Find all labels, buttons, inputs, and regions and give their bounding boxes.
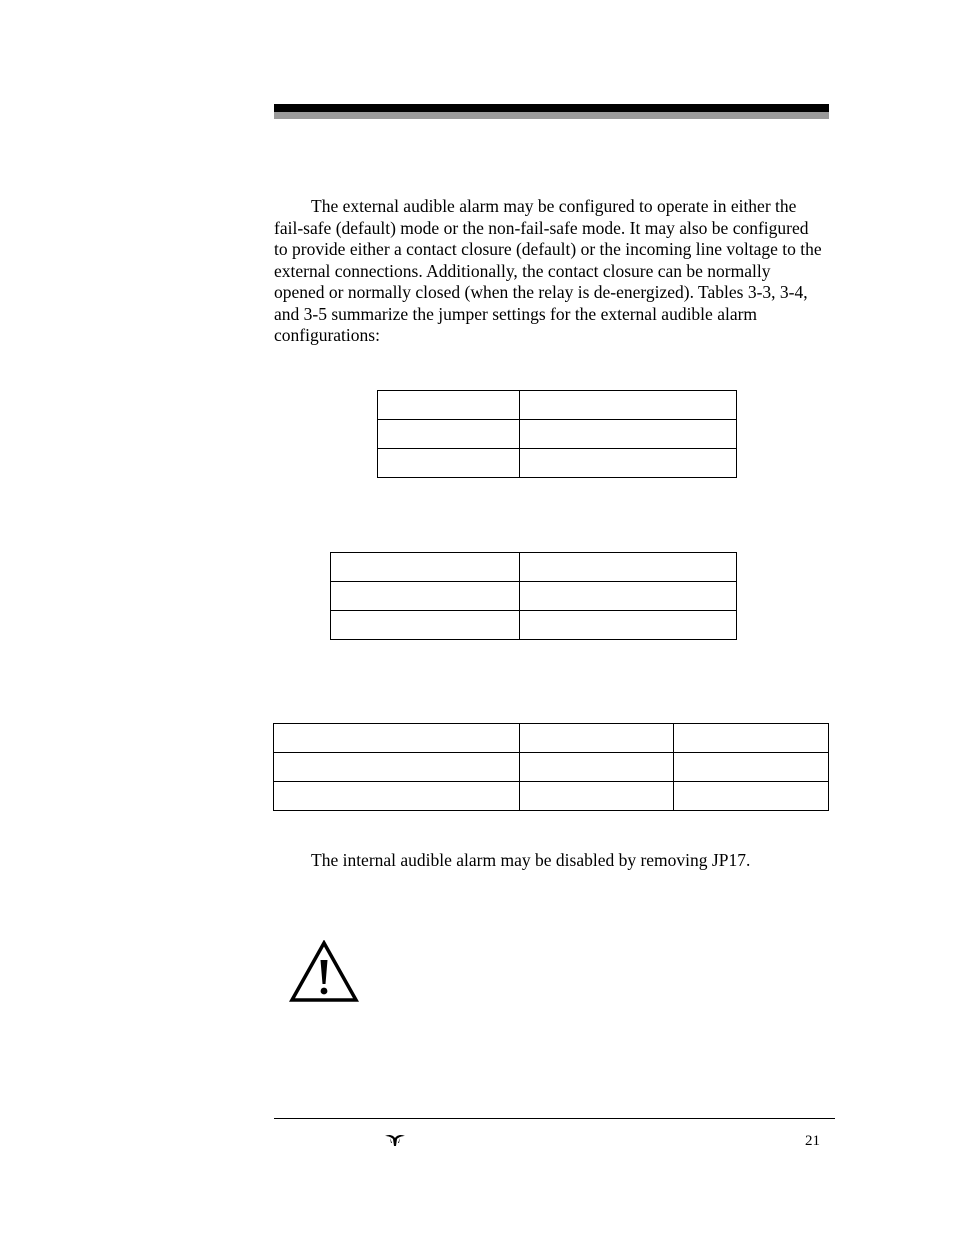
- table-cell: [520, 420, 737, 449]
- table-cell: [520, 782, 674, 811]
- table-row: [274, 724, 829, 753]
- footer-rule: [274, 1118, 835, 1119]
- header-rule-light: [274, 112, 829, 119]
- table-row: [378, 449, 737, 478]
- table-cell: [520, 449, 737, 478]
- company-logo-icon: [384, 1133, 406, 1147]
- table-cell: [274, 724, 520, 753]
- table-row: [331, 553, 737, 582]
- table-cell: [378, 391, 520, 420]
- table-row: [274, 753, 829, 782]
- table-cell: [674, 724, 829, 753]
- jumper-table-3-3: [377, 390, 737, 478]
- table-cell: [674, 753, 829, 782]
- table-cell: [520, 724, 674, 753]
- table-cell: [274, 753, 520, 782]
- table-cell: [274, 782, 520, 811]
- warning-triangle-icon: [289, 940, 359, 1003]
- body-paragraph-intro: The external audible alarm may be configured to operate in either the fail-safe (default) mode or the non-fail-safe mode. It may also be configured to provide either a contact closure (default) or the incoming line voltage to the external connections. Additionally, the contact closure can be normally opened or normally closed (when the relay is de-energized). Tables 3-3, 3-4, and 3-5 summarize the jumper settings for the external audible alarm configurations:: [274, 196, 822, 345]
- table-cell: [520, 391, 737, 420]
- table-row: [331, 611, 737, 640]
- table-cell: [331, 611, 520, 640]
- jumper-table-3-4: [330, 552, 737, 640]
- table-row: [274, 782, 829, 811]
- header-rule-dark: [274, 104, 829, 112]
- table-row: [331, 582, 737, 611]
- body-paragraph-internal-alarm: The internal audible alarm may be disabled by removing JP17.: [311, 850, 751, 870]
- table-cell: [520, 553, 737, 582]
- jumper-table-3-5: [273, 723, 829, 811]
- page-number: 21: [805, 1133, 820, 1149]
- table-row: [378, 391, 737, 420]
- table-row: [378, 420, 737, 449]
- table-cell: [378, 449, 520, 478]
- table-cell: [331, 582, 520, 611]
- table-cell: [378, 420, 520, 449]
- table-cell: [331, 553, 520, 582]
- table-cell: [674, 782, 829, 811]
- table-cell: [520, 753, 674, 782]
- table-cell: [520, 611, 737, 640]
- table-cell: [520, 582, 737, 611]
